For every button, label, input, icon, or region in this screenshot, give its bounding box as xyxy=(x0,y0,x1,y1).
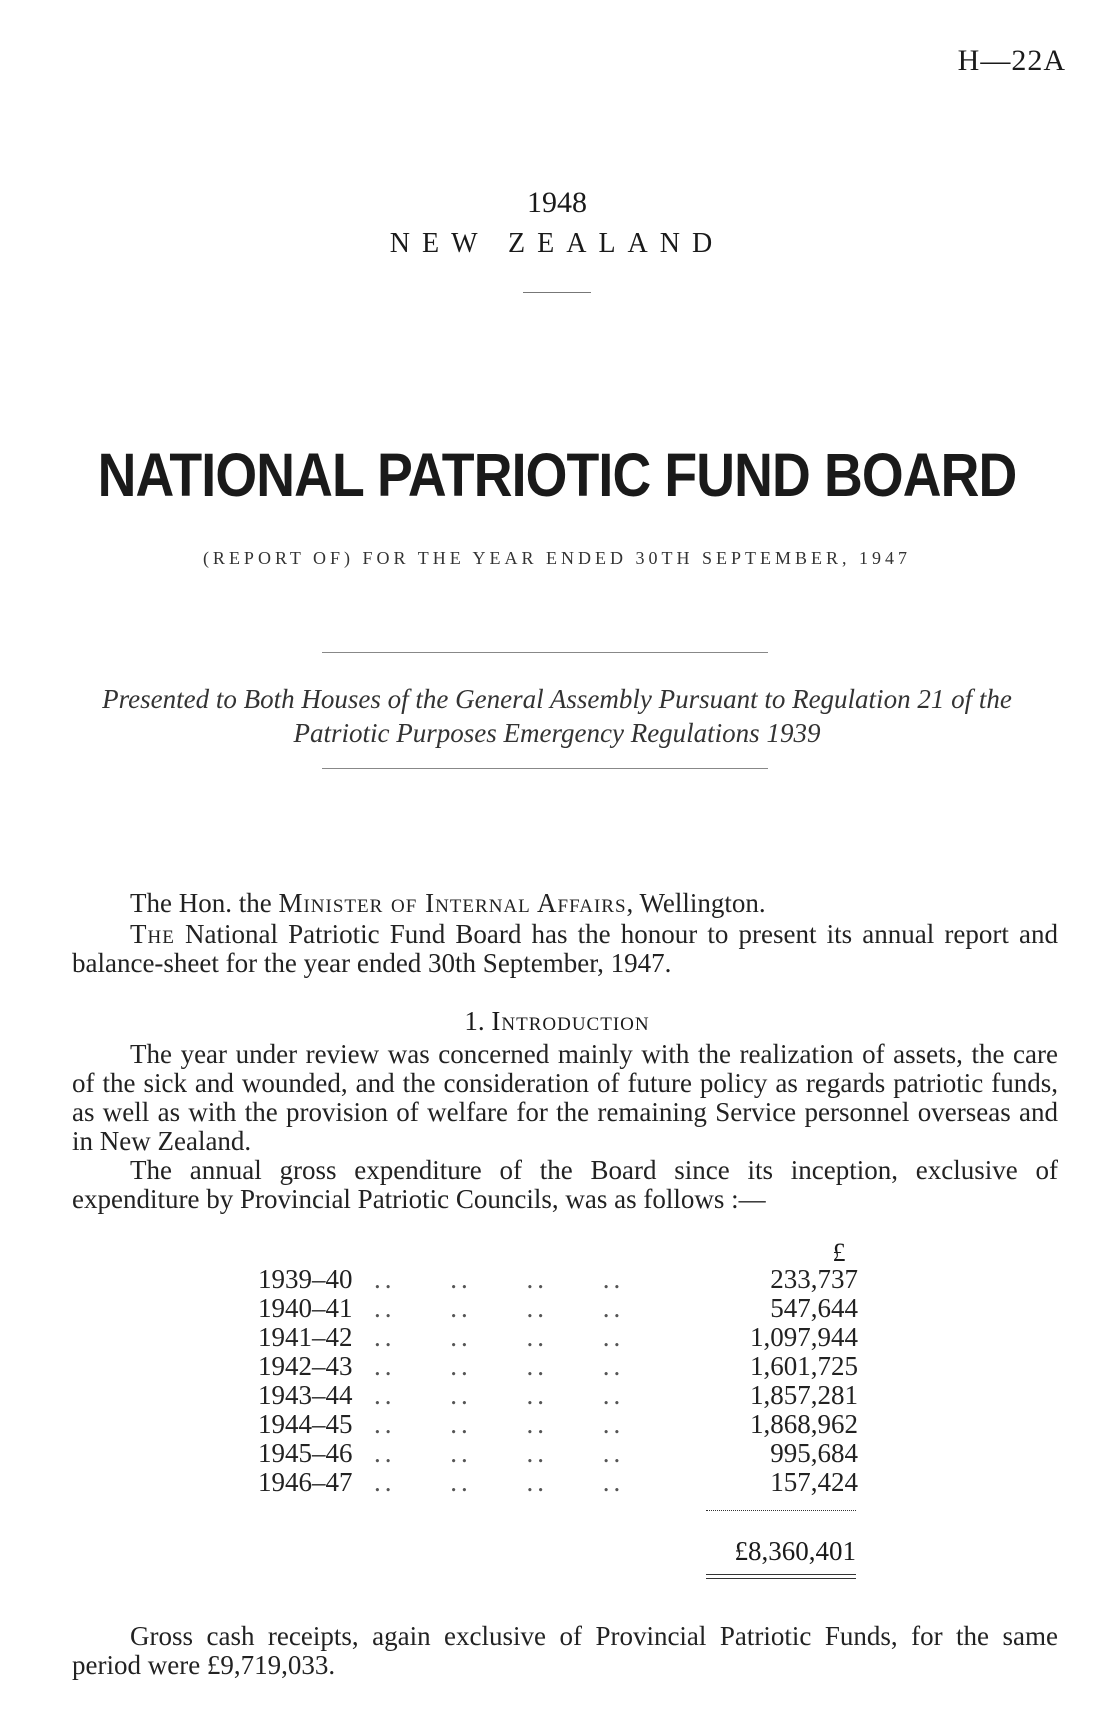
total-rule-2 xyxy=(706,1578,856,1579)
row-amount: 547,644 xyxy=(770,1293,858,1323)
addressee-office: Minister of Internal Affairs xyxy=(278,888,627,918)
document-subtitle: (REPORT OF) FOR THE YEAR ENDED 30TH SEPTEMBER, 1947 xyxy=(202,548,912,568)
table-row xyxy=(258,1351,858,1380)
table-row xyxy=(258,1380,858,1409)
document-title: NATIONAL PATRIOTIC FUND BOARD xyxy=(97,441,1017,509)
row-year: 1941–42 xyxy=(258,1322,353,1352)
row-year: 1944–45 xyxy=(258,1409,353,1439)
addressee-line xyxy=(130,888,766,919)
opening-word: The xyxy=(130,919,175,949)
section-number: 1. xyxy=(464,1006,485,1036)
row-year: 1942–43 xyxy=(258,1351,353,1381)
row-amount: 1,097,944 xyxy=(750,1322,858,1352)
leader-dots: .. .. .. .. xyxy=(374,1264,625,1294)
document-code: H—22A xyxy=(957,44,1066,77)
divider-top xyxy=(322,652,768,653)
table-row xyxy=(258,1467,858,1496)
row-year: 1943–44 xyxy=(258,1380,353,1410)
section-title: Introduction xyxy=(491,1006,650,1036)
row-year: 1940–41 xyxy=(258,1293,353,1323)
table-row xyxy=(258,1438,858,1467)
leader-dots: .. .. .. .. xyxy=(374,1380,625,1410)
opening-text: National Patriotic Fund Board has the honour to present its annual report and balance-sheet for the year ended 30th September, 1947. xyxy=(72,919,1059,978)
row-amount: 1,601,725 xyxy=(750,1351,858,1381)
addressee-prefix: The Hon. the xyxy=(130,888,272,918)
receipts-paragraph: Gross cash receipts, again exclusive of Provincial Patriotic Funds, for the same period were £9,719,033. xyxy=(72,1621,1058,1680)
addressee-place: , Wellington. xyxy=(626,888,766,918)
document-year: 1948 xyxy=(527,186,587,219)
row-amount: 995,684 xyxy=(770,1438,858,1468)
table-row xyxy=(258,1293,858,1322)
sum-rule xyxy=(706,1510,856,1511)
table-row xyxy=(258,1264,858,1293)
total-rule-1 xyxy=(706,1574,856,1575)
presentation-note: Presented to Both Houses of the General Assembly Pursuant to Regulation 21 of the Patriotic Purposes Emergency Regulations 1939 xyxy=(102,684,1012,748)
expenditure-total: £8,360,401 xyxy=(734,1536,856,1566)
leader-dots: .. .. .. .. xyxy=(374,1351,625,1381)
expenditure-paragraph: The annual gross expenditure of the Board since its inception, exclusive of expenditure by Provincial Patriotic Councils, was as follows :— xyxy=(72,1155,1058,1214)
row-amount: 157,424 xyxy=(770,1467,858,1497)
leader-dots: .. .. .. .. xyxy=(374,1293,625,1323)
table-row xyxy=(258,1322,858,1351)
leader-dots: .. .. .. .. xyxy=(374,1467,625,1497)
row-year: 1945–46 xyxy=(258,1438,353,1468)
leader-dots: .. .. .. .. xyxy=(374,1409,625,1439)
currency-header: £ xyxy=(832,1238,846,1267)
row-amount: 1,857,281 xyxy=(750,1380,858,1410)
table-row xyxy=(258,1409,858,1438)
leader-dots: .. .. .. .. xyxy=(374,1322,625,1352)
row-year: 1946–47 xyxy=(258,1467,353,1497)
opening-paragraph xyxy=(72,920,1058,978)
divider xyxy=(523,292,591,293)
row-amount: 233,737 xyxy=(770,1264,858,1294)
divider-bottom xyxy=(322,768,768,769)
country-name: NEW ZEALAND xyxy=(389,228,725,259)
leader-dots: .. .. .. .. xyxy=(374,1438,625,1468)
intro-paragraph: The year under review was concerned mainly with the realization of assets, the care of the sick and wounded, and the consideration of future policy as regards patriotic funds, as well as with the provision of welfare for the remaining Service personnel overseas and in New Zealand. xyxy=(72,1039,1058,1156)
expenditure-table xyxy=(258,1264,858,1496)
section-heading xyxy=(0,1006,1114,1037)
row-amount: 1,868,962 xyxy=(750,1409,858,1439)
row-year: 1939–40 xyxy=(258,1264,353,1294)
